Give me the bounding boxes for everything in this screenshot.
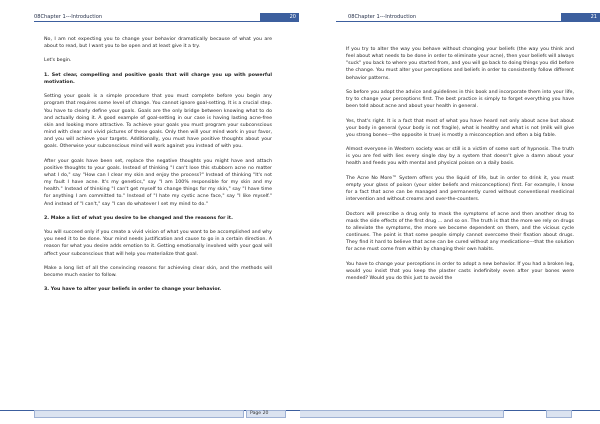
paragraph: After your goals have been set, replace the negative thoughts you might have and attach positive thoughts to your goals. Instead of thinking "I can't lose this stubborn acne no matter what I do," say "How can I clear my skin and enjoy the process?" Instead of thinking "It's not my fault I have acne. It's my genetics," say "I am 100% responsible for my skin and my health." Instead of thinking "I can't get myself to change things for my skin," say "I have time for anything I am committed to." Instead of "I hate my cystic acne face," say "I like myself." And instead of "I can't," say "I can do whatever I set my mind to do." — [44, 158, 272, 207]
right-header-title: 08Chapter 1---Introduction — [348, 14, 417, 20]
left-footer-page-label: Page 20 — [246, 410, 286, 418]
left-page-header — [34, 13, 299, 22]
left-page-body — [44, 36, 272, 301]
section-heading: 3. You have to alter your beliefs in order to change your behavior. — [44, 287, 222, 293]
right-page-body — [346, 46, 574, 289]
paragraph: The Acne No More™ System offers you the liquid of life, but in order to drink it, you must empty your glass of poison (your older beliefs and misconceptions) first. For example, I know for a fact that acne can be managed and permanently cured without conventional medicinal intervention and without creams and over-the-counters. — [346, 175, 574, 203]
paragraph: So before you adopt the advice and guidelines in this book and incorporate them into your life, try to change your perceptions first. The best practice is simply to forget everything you have been told about acne and about your health in general. — [346, 89, 574, 110]
right-header-rule — [336, 21, 566, 22]
paragraph: Almost everyone in Western society was or still is a victim of some sort of hypnosis. The truth is you are fed with lies every single day by a system that doesn't give a damn about your health and feeds you with mental and physical poison on a daily basis. — [346, 147, 574, 167]
paragraph: You will succeed only if you create a vivid vision of what you want to be accomplished and why you need it to be done. Your mind needs justification and cause to go in a certain direction. A reason for what you desire adds emotion to it. Getting emotionally involved with your goal will affect your subconscious that will help you materialize that goal. — [44, 230, 272, 257]
paragraph: Make a long list of all the convincing reasons for achieving clear skin, and the methods will become much easier to follow. — [44, 265, 272, 279]
paragraph: Yes, that's right. It is a fact that most of what you have heard not only about acne but about your body in general (your body is not fragile), what is healthy and what is not (milk will give you strong bones---the opposite is true) is mostly a misconception and often a big fable. — [346, 118, 574, 138]
right-page-header — [336, 13, 600, 22]
paragraph: You have to change your perceptions in order to adopt a new behavior. If you had a broken leg, would you insist that you keep the plaster casts indefinitely even after your bones were mended? Would you do this just to avoid the — [346, 261, 574, 281]
paragraph: If you try to alter the way you behave without changing your beliefs (the way you think and feel about what needs to be done in order to eliminate your acne), then your beliefs will always "suck" you back to where you started from, and you will go back to doing things you did before the change. You must alter your perceptions and beliefs in order to consistently follow different behavior patterns. — [346, 47, 574, 81]
left-header-title: 08Chapter 1---Introduction — [34, 14, 103, 20]
right-page-footer — [300, 410, 600, 418]
right-page — [300, 0, 600, 424]
section-heading: 1. Set clear, compelling and positive goals that will charge you up with powerful motivation. — [44, 72, 272, 85]
paragraph: Setting your goals is a simple procedure that you must complete before you begin any program that requires some level of change. You cannot ignore goal-setting. It is a crucial step. You have to clearly define your goals. Goals are the only bridge between knowing what to do and actually doing it. A good example of goal-setting in our case is having lasting acne-free skin and looking more attractive. To achieve your goals you must program your subconscious mind with clear and vivid pictures of these goals. Only then will your mind work in your favor, and you will achieve your targets. Additionally, you must have positive thoughts about your goals. Otherwise your subconscious mind will work against you instead of with you. — [44, 94, 272, 150]
paragraph: Doctors will prescribe a drug only to mask the symptoms of acne and then another drug to mask the side effects of the first drug ... and so on. The truth is that the more we rely on drugs to alleviate the symptoms, the more we become dependent on them, and the vicious cycle continues. The point is that some people simply cannot overcome their fixation about drugs. They find it hard to believe that acne can be cured without any medications---that the solution for acne must come from within by changing their own habits. — [346, 211, 574, 253]
left-footer-bar — [34, 410, 244, 418]
left-header-page-number: 20 — [260, 13, 299, 22]
right-header-page-number: 21 — [561, 13, 600, 22]
right-footer-bar — [300, 410, 504, 418]
paragraph: No, I am not expecting you to change your behavior dramatically because of what you are about to read, but I want you to be open and at least give it a try. — [44, 37, 272, 50]
paragraph: Let's begin. — [44, 58, 72, 64]
section-heading: 2. Make a list of what you desire to be changed and the reasons for it. — [44, 215, 233, 221]
right-footer-end-cap — [546, 410, 572, 418]
left-header-rule — [34, 21, 264, 22]
left-page-footer — [0, 410, 300, 418]
